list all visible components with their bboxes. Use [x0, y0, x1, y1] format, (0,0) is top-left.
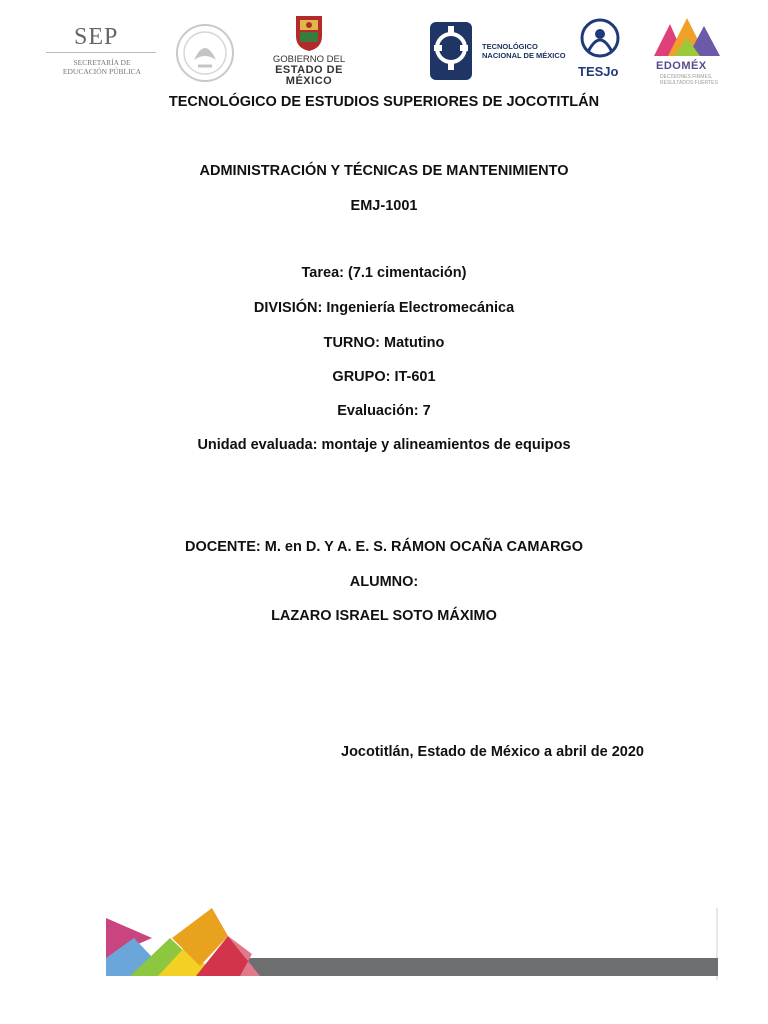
shift: TURNO: Matutino — [323, 335, 445, 351]
tesjo-emblem-icon — [578, 18, 622, 64]
edomex-logo-slogan: DECISIONES FIRMES, RESULTADOS FUERTES — [660, 74, 718, 86]
evaluation: Evaluación: 7 — [337, 403, 431, 419]
tesjo-logo-text: TESJo — [578, 64, 619, 79]
tesjo-logo — [572, 18, 628, 88]
sep-subtitle-line-1: SECRETARÍA DE — [73, 58, 131, 67]
gob-line-2: ESTADO DE MÉXICO — [275, 64, 343, 87]
tecnm-gear-icon — [426, 18, 476, 84]
gobierno-logo-text — [254, 54, 364, 87]
place-and-date: Jocotitlán, Estado de México a abril de 2020 — [341, 744, 644, 760]
state-shield-icon — [294, 14, 324, 52]
student-name: LAZARO ISRAEL SOTO MÁXIMO — [271, 608, 497, 624]
edomex-mountain-icon — [654, 16, 720, 58]
sep-logo — [46, 24, 158, 76]
national-coat-of-arms-icon — [174, 22, 236, 84]
tecnm-line-1: TECNOLÓGICO — [482, 42, 538, 51]
sep-logo-divider — [46, 52, 156, 53]
gobierno-estado-mexico-logo — [254, 14, 364, 86]
sep-logo-subtitle — [46, 58, 158, 76]
teacher: DOCENTE: M. en D. Y A. E. S. RÁMON OCAÑA CAMARGO — [185, 539, 583, 555]
course-code: EMJ-1001 — [350, 198, 418, 214]
course-name: ADMINISTRACIÓN Y TÉCNICAS DE MANTENIMIENTO — [199, 163, 569, 179]
institution-name: TECNOLÓGICO DE ESTUDIOS SUPERIORES DE JOCOTITLÁN — [168, 94, 600, 110]
task-title: Tarea: (7.1 cimentación) — [301, 265, 467, 281]
edomex-logo — [652, 14, 724, 86]
tecnm-logo — [426, 14, 566, 88]
gob-line-1: GOBIERNO DEL — [272, 54, 346, 65]
sep-logo-title: SEP — [74, 24, 119, 50]
footer-decorative-band — [100, 908, 720, 980]
tecnm-line-2: NACIONAL DE MÉXICO — [482, 51, 566, 60]
group: GRUPO: IT-601 — [332, 369, 436, 385]
edomex-logo-text: EDOMÉX — [656, 60, 707, 72]
tecnm-logo-text — [482, 42, 566, 60]
logo-strip — [40, 8, 752, 88]
student-label: ALUMNO: — [349, 574, 419, 590]
division: DIVISIÓN: Ingeniería Electromecánica — [253, 300, 515, 316]
sep-subtitle-line-2: EDUCACIÓN PÚBLICA — [62, 67, 142, 76]
evaluated-unit: Unidad evaluada: montaje y alineamientos de equipos — [197, 437, 571, 453]
